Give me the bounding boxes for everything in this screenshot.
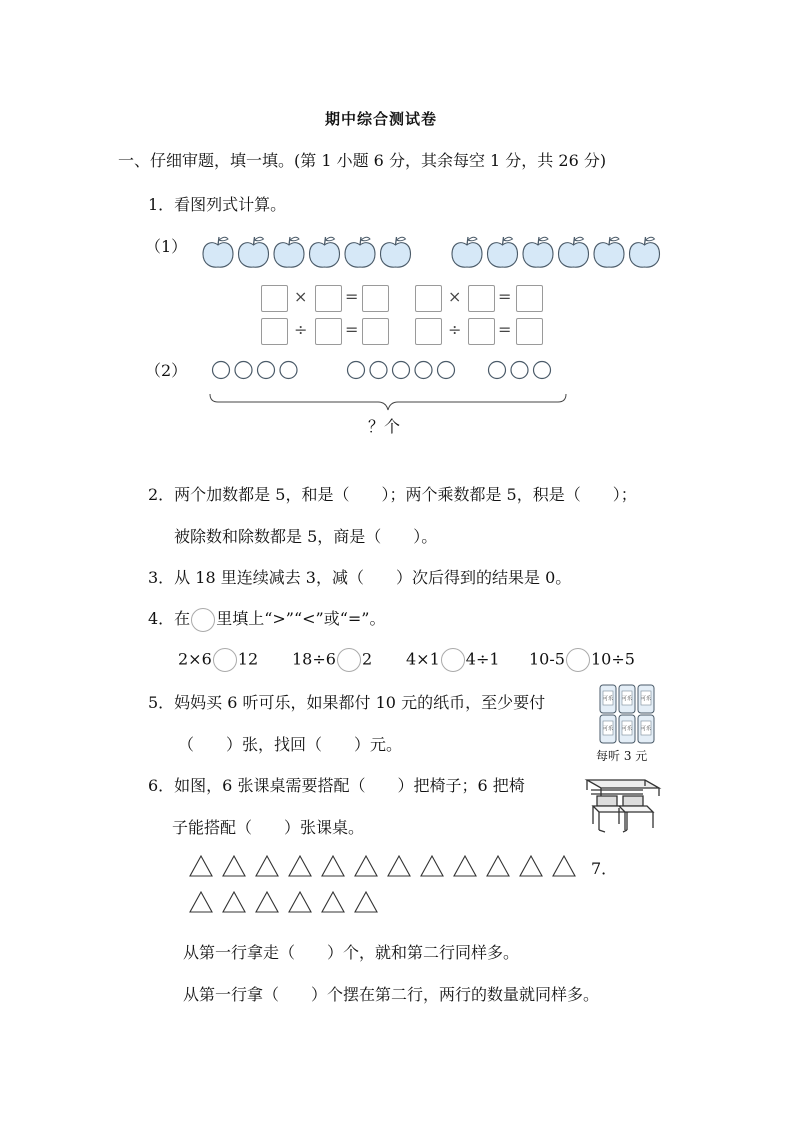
svg-text:可乐: 可乐 <box>602 696 614 702</box>
triangle-shape <box>355 892 377 912</box>
q5-line2: （ ）张，找回（ ）元。 <box>178 735 403 754</box>
q4-right: 2 <box>361 649 373 669</box>
q6-line1: 6．如图，6 张课桌需要搭配（ ）把椅子；6 把椅 <box>148 776 525 795</box>
triangle-shape <box>421 856 443 876</box>
triangle-shape <box>190 856 212 876</box>
q3-line: 3．从 18 里连续减去 3，减（ ）次后得到的结果是 0。 <box>148 568 572 587</box>
q4-right: 4÷1 <box>465 649 500 669</box>
divide-sign: ÷ <box>448 320 462 339</box>
q4-left: 4×1 <box>406 649 440 669</box>
triangle-shape <box>553 856 575 876</box>
q7-line2: 从第一行拿（ ）个摆在第二行，两行的数量就同样多。 <box>183 985 600 1004</box>
triangle-shape <box>256 856 278 876</box>
q4-left: 2×6 <box>178 649 212 669</box>
triangle-shape <box>454 856 476 876</box>
divide-sign: ÷ <box>294 320 308 339</box>
svg-text:可乐: 可乐 <box>602 726 614 732</box>
triangle-shape <box>289 892 311 912</box>
equals-sign: = <box>345 320 359 339</box>
q4-right: 12 <box>237 649 259 669</box>
brace-question-label: ？个 <box>368 417 401 436</box>
triangle-shape <box>388 856 410 876</box>
q4-right: 10÷5 <box>590 649 635 669</box>
multiply-sign: × <box>294 287 308 306</box>
triangle-shape <box>223 856 245 876</box>
q6-line2: 子能搭配（ ）张课桌。 <box>172 818 365 837</box>
equals-sign: = <box>345 287 359 306</box>
triangle-shape <box>223 892 245 912</box>
triangle-shape <box>256 892 278 912</box>
q4-left: 18÷6 <box>292 649 336 669</box>
triangle-shape <box>322 856 344 876</box>
q2-line2: 被除数和除数都是 5，商是（ ）。 <box>174 527 438 546</box>
triangle-shape <box>289 856 311 876</box>
equals-sign: = <box>498 320 512 339</box>
q1-label: 1．看图列式计算。 <box>148 195 287 214</box>
q4-prefix: 4．在 <box>148 609 191 628</box>
q5-line1: 5．妈妈买 6 听可乐，如果都付 10 元的纸币，至少要付 <box>148 693 546 712</box>
q1-part2-label: （2） <box>145 361 188 380</box>
q4-suffix: 里填上“>”“<”或“=”。 <box>216 609 386 628</box>
section-heading: 一、仔细审题，填一填。(第 1 小题 6 分，其余每空 1 分，共 26 分) <box>118 151 607 170</box>
svg-text:可乐: 可乐 <box>621 726 633 732</box>
equals-sign: = <box>498 287 512 306</box>
triangle-shape <box>322 892 344 912</box>
page-title: 期中综合测试卷 <box>325 110 438 128</box>
multiply-sign: × <box>448 287 462 306</box>
q2-line1: 2．两个加数都是 5，和是（ ）；两个乘数都是 5，积是（ ）； <box>148 485 637 504</box>
cans-caption: 每听 3 元 <box>596 749 648 763</box>
triangle-shape <box>355 856 377 876</box>
triangle-shape <box>520 856 542 876</box>
q4-left: 10-5 <box>529 649 565 669</box>
q7-number: 7． <box>591 859 618 878</box>
q1-part1-label: （1） <box>145 237 188 256</box>
svg-text:可乐: 可乐 <box>621 696 633 702</box>
svg-text:可乐: 可乐 <box>640 726 652 732</box>
svg-text:可乐: 可乐 <box>640 696 652 702</box>
q7-line1: 从第一行拿走（ ）个，就和第二行同样多。 <box>183 943 520 962</box>
triangle-shape <box>190 892 212 912</box>
triangle-shape <box>487 856 509 876</box>
